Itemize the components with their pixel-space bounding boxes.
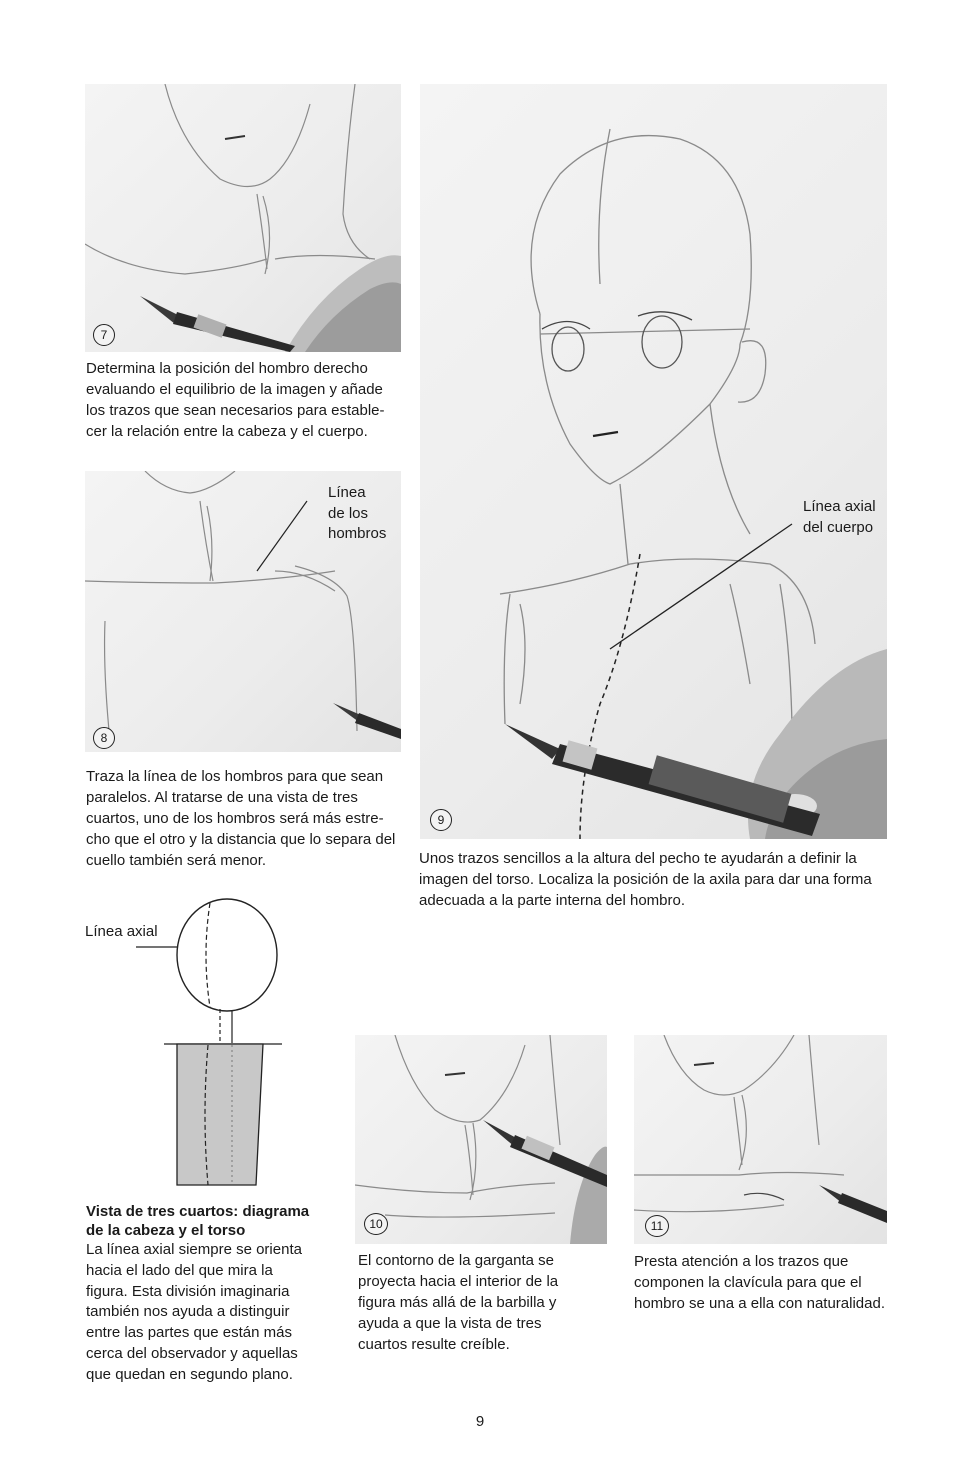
step-8-caption-line-4: cho que el otro y la distancia que lo separa del — [86, 831, 396, 848]
step-10-caption — [358, 1250, 610, 1355]
step-11-sketch — [634, 1035, 887, 1244]
step-11-caption — [634, 1251, 894, 1314]
step-8-caption — [86, 766, 406, 871]
step-9-label-line-2: del cuerpo — [803, 518, 874, 536]
step-10-caption-line-1: El contorno de la garganta se — [358, 1252, 554, 1269]
step-10-caption-line-4: ayuda a que la vista de tres — [358, 1315, 542, 1332]
step-8-label — [328, 483, 386, 545]
step-7-photo — [85, 84, 401, 352]
diagram-body-line-3: figura. Esta división imaginaria — [86, 1282, 290, 1300]
step-10-photo — [355, 1035, 607, 1244]
diagram-body-line-4: también nos ayuda a distinguir — [86, 1303, 290, 1321]
step-7-number: 7 — [93, 324, 115, 346]
page-number: 9 — [475, 1413, 485, 1430]
step-8-caption-line-2: paralelos. Al tratarse de una vista de tres — [86, 789, 358, 806]
head-torso-diagram — [130, 895, 300, 1195]
step-7-caption-line-4: cer la relación entre la cabeza y el cuerpo. — [86, 423, 368, 440]
step-8-caption-line-5: cuello también será menor. — [86, 852, 267, 869]
step-7-caption — [86, 358, 406, 442]
diagram-body-line-2: hacia el lado del que mira la — [86, 1261, 273, 1279]
step-7-caption-line-3: los trazos que sean necesarios para estable- — [86, 402, 385, 419]
step-11-caption-line-3: hombro se una a ella con naturalidad. — [634, 1295, 886, 1312]
step-11-caption-line-1: Presta atención a los trazos que — [634, 1253, 849, 1270]
step-9-caption — [419, 848, 889, 911]
step-8-number: 8 — [93, 727, 115, 749]
step-9-caption-line-2: imagen del torso. Localiza la posición de la axila para dar una forma — [419, 871, 872, 888]
diagram-label: Línea axial — [85, 923, 158, 940]
step-11-photo — [634, 1035, 887, 1244]
step-10-caption-line-5: cuartos resulte creíble. — [358, 1336, 510, 1353]
step-11-caption-line-2: componen la clavícula para que el — [634, 1274, 862, 1291]
step-8-caption-line-3: cuartos, uno de los hombros será más estre- — [86, 810, 384, 827]
step-9-number: 9 — [430, 809, 452, 831]
step-8-label-line-3: hombros — [328, 525, 387, 542]
step-9-sketch — [420, 84, 887, 839]
step-7-caption-line-1: Determina la posición del hombro derecho — [86, 360, 368, 377]
step-7-caption-line-2: evaluando el equilibrio de la imagen y añade — [86, 381, 383, 398]
diagram-body-line-6: cerca del observador y aquellas — [86, 1344, 298, 1362]
step-7-sketch — [85, 84, 401, 352]
step-10-number: 10 — [364, 1213, 388, 1235]
diagram-title-line-1: Vista de tres cuartos: diagrama — [86, 1203, 310, 1220]
step-10-sketch — [355, 1035, 607, 1244]
step-9-caption-line-1: Unos trazos sencillos a la altura del pecho te ayudarán a definir la — [419, 850, 857, 867]
step-9-caption-line-3: adecuada a la parte interna del hombro. — [419, 892, 686, 909]
step-10-caption-line-2: proyecta hacia el interior de la — [358, 1273, 559, 1290]
step-11-number: 11 — [645, 1215, 669, 1237]
step-9-photo — [420, 84, 887, 839]
step-8-label-line-1: Línea — [328, 484, 366, 501]
step-9-label-line-1: Línea axial — [803, 498, 876, 515]
step-8-caption-line-1: Traza la línea de los hombros para que sean — [86, 768, 384, 785]
step-10-caption-line-3: figura más allá de la barbilla y — [358, 1294, 557, 1311]
diagram-title-line-2: de la cabeza y el torso — [86, 1222, 246, 1239]
diagram-text — [86, 1202, 336, 1386]
step-9-label — [803, 497, 876, 538]
diagram-body-line-5: entre las partes que están más — [86, 1324, 292, 1342]
diagram-body-line-1: La línea axial siempre se orienta — [86, 1241, 302, 1258]
step-8-label-line-2: de los — [328, 504, 369, 522]
diagram-body-line-7: que quedan en segundo plano. — [86, 1365, 293, 1383]
